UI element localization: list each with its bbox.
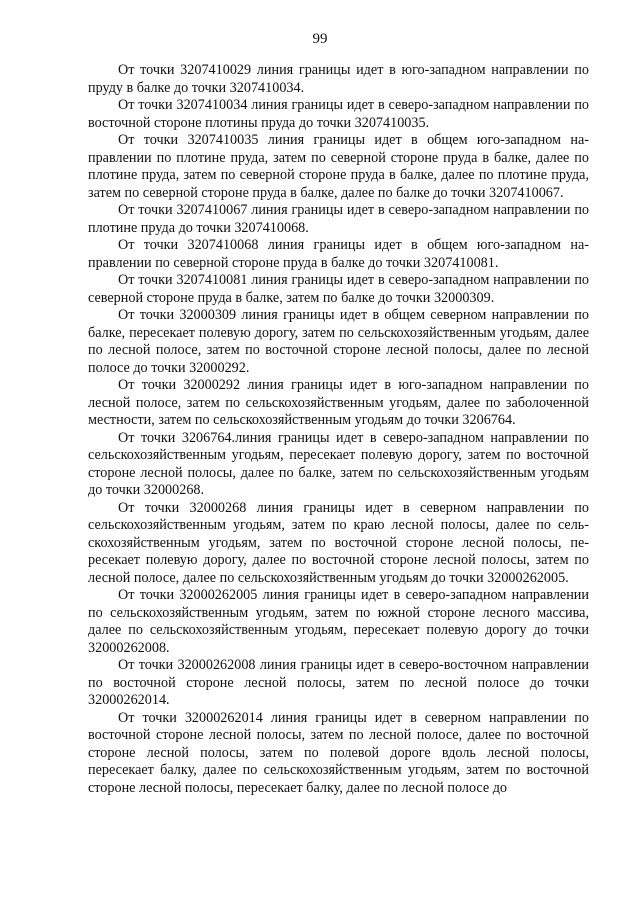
paragraph: От точки 32000262008 линия границы идет в северо-восточном направлении по восточной стороне лесной полосы, затем по лесной полосе до точки 32000262014.: [88, 657, 589, 708]
page-number: 99: [312, 31, 328, 47]
paragraph: От точки 32000292 линия границы идет в юго-западном направлении по лесной полосе, затем по сельскохозяйственным угодьям, далее по заболоченной местности, затем по сельскохозяйственным угодьям до точки 3206764.: [88, 377, 589, 428]
paragraph: От точки 3207410081 линия границы идет в северо-западном направлении по северной стороне пруда в балке, затем по балке до точки 32000309.: [88, 272, 589, 306]
paragraph: От точки 3207410035 линия границы идет в общем юго-западном направлении по плотине пруда, затем по северной стороне пруда в балке, далее по плотине пруда, затем по северной стороне пруда в балке, далее по плотине пруда, затем по северной стороне пруда в балке, далее по балке до точки 3207410067.: [88, 132, 589, 201]
paragraph: От точки 3206764.линия границы идет в северо-западном направлении по сельскохозяйственным угодьям, пересекает полевую дорогу, затем по восточной стороне лесной полосы, далее по балке, затем по сельскохозяйственным угодьям до точки 32000268.: [88, 429, 589, 498]
paragraph: От точки 3207410068 линия границы идет в общем юго-западном направлении по северной стороне пруда в балке до точки 3207410081.: [88, 237, 589, 271]
paragraph: От точки 3207410034 линия границы идет в северо-западном направлении по восточной стороне плотины пруда до точки 3207410035.: [88, 97, 589, 131]
paragraph: От точки 3207410029 линия границы идет в юго-западном направлении по пруду в балке до точки 3207410034.: [88, 62, 589, 96]
paragraph: От точки 3207410067 линия границы идет в северо-западном направлении по плотине пруда до точки 3207410068.: [88, 202, 589, 236]
paragraph: От точки 32000262005 линия границы идет в северо-западном направлении по сельскохозяйственным угодьям, затем по южной стороне лесного массива, далее по сельскохозяйственным угодьям, пересекает полевую дорогу до точки 32000262008.: [88, 587, 589, 656]
paragraph: От точки 32000262014 линия границы идет в северном направлении по восточной стороне лесной полосы, затем по лесной полосе, далее по восточной стороне лесной полосы, затем по полевой дороге вдоль лесной полосы, пересекает балку, далее по сельскохозяйственным угодьям, затем по восточной стороне лесной полосы, пересекает балку, далее по лесной полосе до: [88, 709, 589, 796]
document-body: [88, 62, 589, 797]
paragraph: От точки 32000268 линия границы идет в северном направлении по сельскохозяйственным угодьям, затем по краю лесной полосы, далее по сельскохозяйственным угодьям, затем по восточной стороне лесной полосы, пересекает полевую дорогу, далее по восточной стороне лесной полосы, затем по лесной полосе, далее по сельскохозяйственным угодьям до точки 32000262005.: [88, 499, 589, 586]
paragraph: От точки 32000309 линия границы идет в общем северном направлении по балке, пересекает полевую дорогу, затем по сельскохозяйственным угодьям, далее по лесной полосе, затем по восточной стороне лесной полосы, далее по лесной полосе до точки 32000292.: [88, 307, 589, 376]
